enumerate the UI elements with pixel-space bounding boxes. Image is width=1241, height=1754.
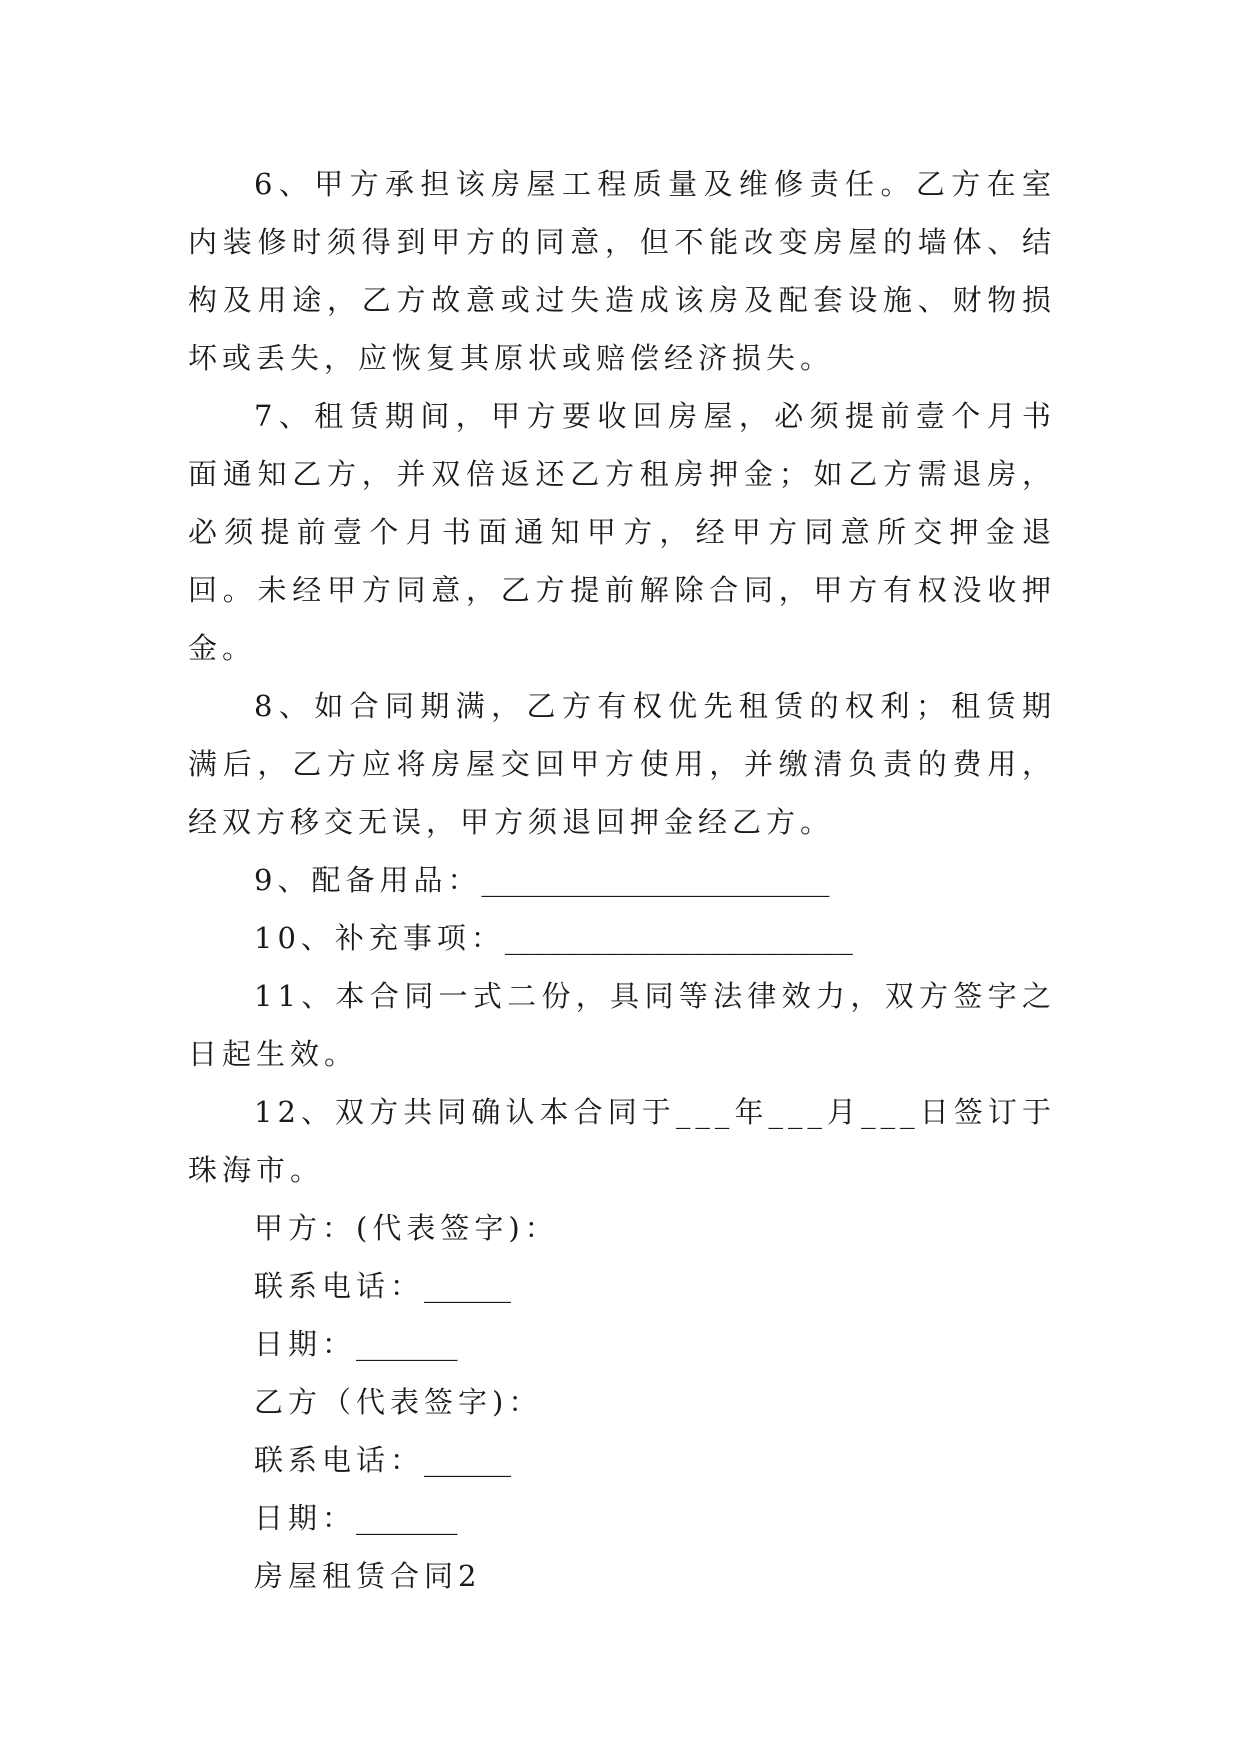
party-a-phone: [188, 1257, 1056, 1315]
clause-7: 7、租赁期间，甲方要收回房屋，必须提前壹个月书面通知乙方，并双倍返还乙方租房押金；如乙方需退房，必须提前壹个月书面通知甲方，经甲方同意所交押金退回。未经甲方同意，乙方提前解除合同，甲方有权没收押金。: [188, 399, 1056, 665]
clause-9-label: 9、配备用品：: [254, 863, 482, 897]
party-b-date: [188, 1489, 1056, 1547]
clause-6: 6、甲方承担该房屋工程质量及维修责任。乙方在室内装修时须得到甲方的同意，但不能改变房屋的墙体、结构及用途，乙方故意或过失造成该房及配套设施、财物损坏或丢失，应恢复其原状或赔偿经济损失。: [188, 167, 1056, 375]
party-b-signature: 乙方（代表签字)：: [254, 1385, 543, 1419]
party-a-signature: 甲方：(代表签字)：: [254, 1211, 559, 1245]
party-b-date-blank: _______: [356, 1501, 458, 1535]
party-a-date-label: 日期：: [254, 1327, 357, 1361]
party-a-phone-blank: ______: [424, 1269, 512, 1303]
party-a-date-blank: _______: [356, 1327, 458, 1361]
party-a-date: [188, 1315, 1056, 1373]
contract-body: [188, 155, 1056, 1605]
clause-9-blank: ________________________: [481, 863, 830, 897]
clause-10-label: 10、补充事项：: [254, 921, 505, 955]
clause-10: [188, 909, 1056, 967]
clause-11: 11、本合同一式二份，具同等法律效力，双方签字之日起生效。: [188, 979, 1056, 1071]
clause-9: [188, 851, 1056, 909]
party-b-phone-label: 联系电话：: [254, 1443, 425, 1477]
party-b-phone: [188, 1431, 1056, 1489]
clause-10-blank: ________________________: [504, 921, 853, 955]
party-b-date-label: 日期：: [254, 1501, 357, 1535]
clause-8: 8、如合同期满，乙方有权优先租赁的权利；租赁期满后，乙方应将房屋交回甲方使用，并缴清负责的费用，经双方移交无误，甲方须退回押金经乙方。: [188, 689, 1056, 839]
party-a-phone-label: 联系电话：: [254, 1269, 425, 1303]
clause-12: 12、双方共同确认本合同于___年___月___日签订于珠海市。: [188, 1095, 1056, 1187]
party-b-phone-blank: ______: [424, 1443, 512, 1477]
next-contract-title: 房屋租赁合同2: [254, 1559, 482, 1593]
